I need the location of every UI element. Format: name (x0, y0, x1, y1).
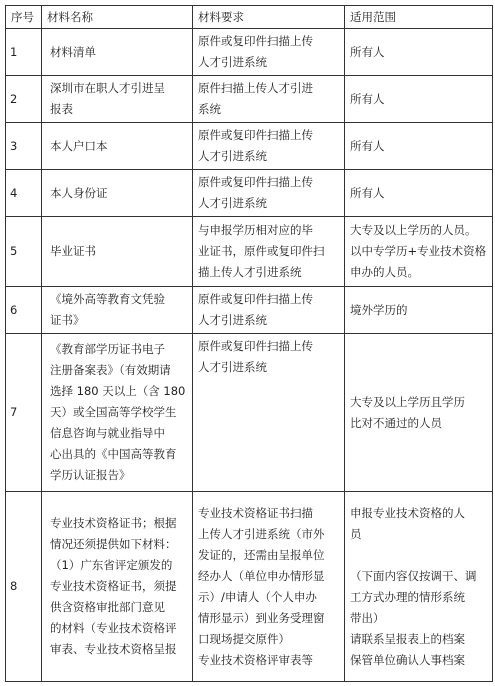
req-line: 原件扫描上传人才引进 (198, 81, 313, 95)
table-row (6, 287, 493, 334)
scope-cell (345, 492, 493, 682)
material-requirement-cell (193, 29, 345, 76)
row-number: 5 (6, 217, 42, 287)
name-line: 本人身份证 (50, 185, 108, 200)
name-line: 信息咨询与就业指导中 (50, 426, 165, 440)
scope-cell (345, 76, 493, 123)
name-line: 毕业证书 (50, 244, 96, 258)
req-line: 专业技术资格证书扫描 (198, 505, 313, 520)
req-line: 原件或复印件扫描上传 (198, 292, 313, 306)
material-name-cell (42, 287, 193, 334)
name-line: 材料清单 (50, 44, 96, 59)
table-header-row (6, 6, 493, 29)
scope-line: 以中专学历+专业技术资格 (350, 244, 487, 258)
scope-line: 所有人 (350, 138, 385, 153)
row-number: 2 (6, 76, 42, 123)
material-requirement-cell (193, 217, 345, 287)
req-line: 示）/申请人（个人申办 (198, 589, 317, 604)
name-line: 学历认证报告》 (50, 468, 131, 482)
req-line: 原件或复印件扫描上传 (198, 128, 313, 142)
header-material-requirement: 材料要求 (193, 6, 345, 29)
name-line: 专业技术资格证书，须提 (50, 579, 177, 593)
material-requirement-cell (193, 76, 345, 123)
table-row (6, 76, 493, 123)
table-row (6, 123, 493, 170)
scope-line: 申办的人员。 (350, 265, 419, 279)
scope-cell (345, 170, 493, 217)
name-line: 选择 180 天以上（含 180 (50, 384, 186, 398)
row-number: 1 (6, 29, 42, 76)
material-requirement-cell (193, 492, 345, 682)
scope-line: （下面内容仅按调干、调 (350, 568, 477, 583)
scope-line: 大专及以上学历且学历 (350, 394, 465, 409)
material-name-cell (42, 29, 193, 76)
req-line: 专业技术资格评审表等 (198, 652, 313, 667)
req-line: 人才引进系统 (198, 360, 267, 374)
material-name-cell (42, 170, 193, 217)
name-line: 心出具的《中国高等教育 (50, 447, 177, 461)
scope-line: 所有人 (350, 185, 385, 200)
req-line: 人才引进系统 (198, 313, 267, 327)
req-line: 描上传人才引进系统 (198, 265, 302, 279)
material-name-cell (42, 217, 193, 287)
scope-cell (345, 123, 493, 170)
req-line: 业证书，原件或复印件扫 (198, 244, 325, 258)
scope-line: 员 (350, 526, 362, 541)
req-line: 情形显示）到业务受理窗 (198, 610, 325, 625)
table-row (6, 492, 493, 682)
name-line: 审表、专业技术资格呈报 (50, 642, 177, 656)
req-line: 原件或复印件扫描上传 (198, 339, 313, 353)
row-number: 3 (6, 123, 42, 170)
row-number: 8 (6, 492, 42, 682)
table-row (6, 29, 493, 76)
material-requirement-cell (193, 123, 345, 170)
row-number: 6 (6, 287, 42, 334)
req-line: 口现场提交原件） (198, 631, 290, 646)
name-line: 供含资格审批部门意见 (50, 600, 165, 614)
req-line: 与申报学历相对应的毕 (198, 223, 313, 237)
req-line: 经办人（单位申办情形显 (198, 568, 325, 583)
scope-line: 带出） (350, 610, 385, 625)
name-line: （1）广东省评定颁发的 (50, 558, 173, 572)
material-name-cell (42, 334, 193, 492)
name-line: 报表 (50, 102, 73, 116)
table-row (6, 217, 493, 287)
scope-line: 大专及以上学历的人员。 (350, 223, 477, 237)
scope-line (350, 545, 487, 566)
scope-line: 境外学历的 (350, 302, 408, 317)
req-line: 人才引进系统 (198, 149, 267, 163)
material-name-cell (42, 123, 193, 170)
row-number: 7 (6, 334, 42, 492)
scope-cell (345, 217, 493, 287)
name-line: 本人户口本 (50, 138, 108, 153)
req-line: 发证的，还需由呈报单位 (198, 547, 325, 562)
material-requirement-cell (193, 170, 345, 217)
req-line: 人才引进系统 (198, 196, 267, 210)
name-line: 证书》 (50, 313, 85, 327)
material-name-cell (42, 492, 193, 682)
name-line: 《境外高等教育文凭验 (50, 292, 165, 306)
name-line: 专业技术资格证书；根据 (50, 516, 177, 530)
table-row (6, 170, 493, 217)
scope-line: 请联系呈报表上的档案 (350, 631, 465, 646)
header-scope: 适用范围 (345, 6, 493, 29)
scope-line: 所有人 (350, 91, 385, 106)
header-no: 序号 (6, 6, 42, 29)
material-name-cell (42, 76, 193, 123)
scope-cell (345, 287, 493, 334)
name-line: 天）或全国高等学校学生 (50, 405, 177, 419)
req-line: 上传人才引进系统（市外 (198, 526, 325, 541)
scope-cell (345, 334, 493, 492)
req-line: 原件或复印件扫描上传 (198, 175, 313, 189)
req-line: 人才引进系统 (198, 55, 267, 69)
table-row (6, 334, 493, 492)
materials-table (5, 5, 493, 682)
name-line: 的材料（专业技术资格评 (50, 621, 177, 635)
scope-cell (345, 29, 493, 76)
scope-line: 工方式办理的情形系统 (350, 589, 465, 604)
name-line: 情况还须提供如下材料： (50, 537, 177, 551)
scope-line: 保管单位确认人事档案 (350, 652, 465, 667)
name-line: 深圳市在职人才引进呈 (50, 81, 165, 95)
name-line: 注册备案表》（有效期请 (50, 363, 171, 377)
material-requirement-cell (193, 334, 345, 492)
row-number: 4 (6, 170, 42, 217)
req-line: 原件或复印件扫描上传 (198, 34, 313, 48)
scope-line: 比对不通过的人员 (350, 415, 442, 430)
scope-line: 申报专业技术资格的人 (350, 505, 465, 520)
req-line: 系统 (198, 102, 221, 116)
material-requirement-cell (193, 287, 345, 334)
header-material-name: 材料名称 (42, 6, 193, 29)
scope-line: 所有人 (350, 44, 385, 59)
name-line: 《教育部学历证书电子 (50, 342, 165, 356)
